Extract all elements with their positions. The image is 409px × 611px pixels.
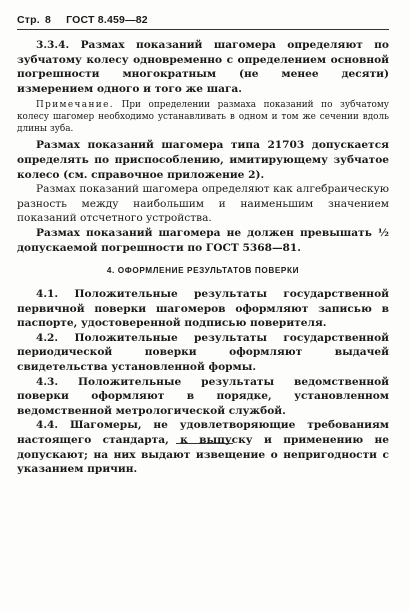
- page-number: 8: [44, 14, 52, 26]
- page-label: Стр.: [17, 14, 40, 26]
- note: [17, 99, 389, 135]
- paragraph-4-3: 4.3. Положительные результаты ведомственной поверки оформляют в порядке, установленном ведомственной метрологической службой.: [17, 375, 389, 417]
- paragraph-4-4: 4.4. Шагомеры, не удовлетворяющие требованиям настоящего стандарта, к выпуску и применению не допускают; на них выдают извещение о непригодности с указанием причин.: [17, 419, 389, 476]
- paragraph-4-2: 4.2. Положительные результаты государственной периодической поверки оформляют выдачей свидетельства установленной формы.: [17, 331, 389, 373]
- paragraph-4-1: 4.1. Положительные результаты государственной первичной поверки шагомеров оформляют записью в паспорте, удостоверенной подписью поверителя.: [17, 288, 389, 330]
- page-header: [17, 14, 148, 26]
- end-rule: [176, 443, 233, 444]
- header-rule: [17, 29, 389, 30]
- section-4-body: [17, 287, 389, 477]
- section-3-continuation: [17, 38, 389, 255]
- paragraph-type-21703: Размах показаний шагомера типа 21703 допускается определять по приспособлению, имитирующему зубчатое колесо (см. справочное приложение 2).: [17, 139, 389, 181]
- section-4-title: 4. ОФОРМЛЕНИЕ РЕЗУЛЬТАТОВ ПОВЕРКИ: [106, 266, 300, 275]
- note-text: При определении размаха показаний по зубчатому колесу шагомер необходимо устанавливать в одном и том же сечении вдоль длины зуба.: [17, 100, 389, 135]
- paragraph-limit: Размах показаний шагомера не должен превышать ½ допускаемой погрешности по ГОСТ 5368—81.: [17, 226, 389, 254]
- paragraph-algebraic-difference: Размах показаний шагомера определяют как алгебраическую разность между наибольшим и наименьшим значением показаний отсчетного устройства.: [17, 183, 389, 225]
- paragraph-3-3-4: 3.3.4. Размах показаний шагомера определяют по зубчатому колесу одновременно с определением основной погрешности многократным (не менее десяти) измерением одного и того же шага.: [17, 39, 389, 95]
- standard-code: ГОСТ 8.459—82: [66, 14, 148, 26]
- note-label: Примечание.: [36, 100, 114, 111]
